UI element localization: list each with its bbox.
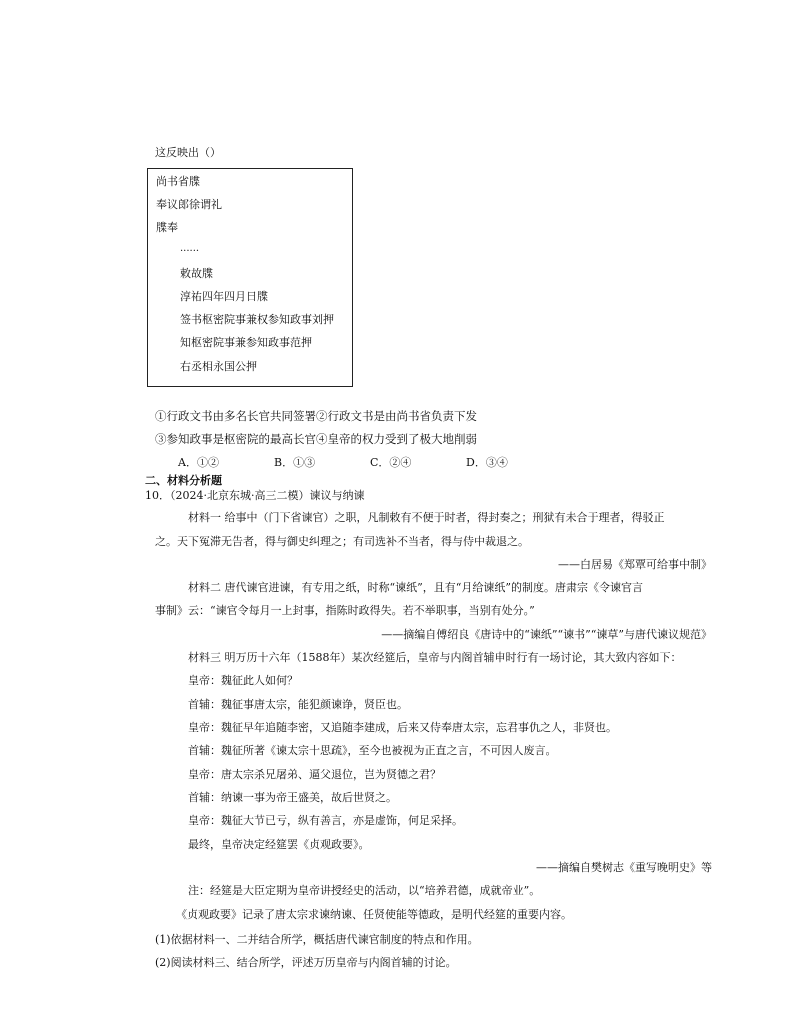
option-c[interactable]: C．②④ bbox=[370, 456, 412, 469]
dialogue-line: 皇帝：魏征此人如何？ bbox=[188, 674, 298, 687]
dialogue-line: 最终，皇帝决定经筵罢《贞观政要》。 bbox=[188, 838, 370, 851]
sub-question-2: (2)阅读材料三、结合所学，评述万历皇帝与内阁首辅的讨论。 bbox=[155, 956, 457, 969]
material-3-line: 材料三 明万历十六年（1588年）某次经筵后，皇帝与内阁首辅申时行有一场讨论，其大致内容如下： bbox=[188, 651, 682, 664]
dialogue-line: 首辅：纳谏一事为帝王盛美，故后世贤之。 bbox=[188, 791, 397, 804]
section-title: 二、材料分析题 bbox=[145, 474, 222, 487]
doc-line: 牒奉 bbox=[156, 221, 178, 234]
material-1-source: ——白居易《郑覃可给事中制》 bbox=[558, 558, 712, 571]
option-a[interactable]: A．①② bbox=[178, 456, 219, 469]
material-1-line: 之。天下冤滞无告者，得与御史纠理之；有司选补不当者，得与侍中裁退之。 bbox=[155, 535, 529, 548]
doc-line: 敕故牒 bbox=[180, 267, 213, 280]
material-3-source: ——摘编自樊树志《重写晚明史》等 bbox=[536, 861, 712, 874]
doc-line: ...... bbox=[180, 243, 200, 254]
doc-line: 签书枢密院事兼权参知政事刘押 bbox=[180, 313, 334, 326]
doc-line: 知枢密院事兼参知政事范押 bbox=[180, 336, 312, 349]
question-intro: 这反映出（） bbox=[155, 146, 221, 159]
sub-question-1: (1)依据材料一、二并结合所学，概括唐代谏官制度的特点和作用。 bbox=[155, 933, 479, 946]
doc-line: 右丞相永国公押 bbox=[180, 360, 257, 373]
question-10-title: 10．（2024·北京东城·高三二模）谏议与纳谏 bbox=[145, 489, 365, 502]
statement-line: ③参知政事是枢密院的最高长官④皇帝的权力受到了极大地削弱 bbox=[155, 432, 477, 446]
note-line: 《贞观政要》记录了唐太宗求谏纳谏、任贤使能等德政，是明代经筵的重要内容。 bbox=[176, 908, 572, 921]
material-2-line: 事制》云：“谏官令每月一上封事，指陈时政得失。若不举职事，当别有处分。” bbox=[155, 604, 535, 617]
statement-line: ①行政文书由多名长官共同签署②行政文书是由尚书省负责下发 bbox=[155, 409, 477, 423]
material-2-line: 材料二 唐代谏官进谏，有专用之纸，时称“谏纸”，且有“月给谏纸”的制度。唐肃宗《令谏官言 bbox=[188, 581, 643, 594]
option-b[interactable]: B．①③ bbox=[274, 456, 316, 469]
dialogue-line: 首辅：魏征所著《谏太宗十思疏》，至今也被视为正直之言，不可因人废言。 bbox=[188, 744, 557, 757]
note-line: 注：经筵是大臣定期为皇帝讲授经史的活动，以“培养君德，成就帝业”。 bbox=[188, 884, 541, 897]
doc-line: 奉议郎徐谓礼 bbox=[156, 198, 222, 211]
material-2-source: ——摘编自傅绍良《唐诗中的“谏纸”“谏书”“谏草”与唐代谏议规范》 bbox=[381, 628, 712, 641]
dialogue-line: 皇帝：唐太宗杀兄屠弟、逼父退位，岂为贤德之君？ bbox=[188, 768, 441, 781]
dialogue-line: 皇帝：魏征大节已亏，纵有善言，亦是虚饰，何足采择。 bbox=[188, 814, 463, 827]
doc-line: 淳祐四年四月日牒 bbox=[180, 290, 268, 303]
option-d[interactable]: D．③④ bbox=[466, 456, 508, 469]
dialogue-line: 首辅：魏征事唐太宗，能犯颜谏诤，贤臣也。 bbox=[188, 698, 408, 711]
doc-line: 尚书省牒 bbox=[156, 175, 200, 188]
dialogue-line: 皇帝：魏征早年追随李密，又追随李建成，后来又侍奉唐太宗，忘君事仇之人，非贤也。 bbox=[188, 721, 617, 734]
material-1-line: 材料一 给事中（门下省谏官）之职，凡制敕有不便于时者，得封奏之；刑狱有未合于理者，得驳正 bbox=[188, 511, 665, 524]
